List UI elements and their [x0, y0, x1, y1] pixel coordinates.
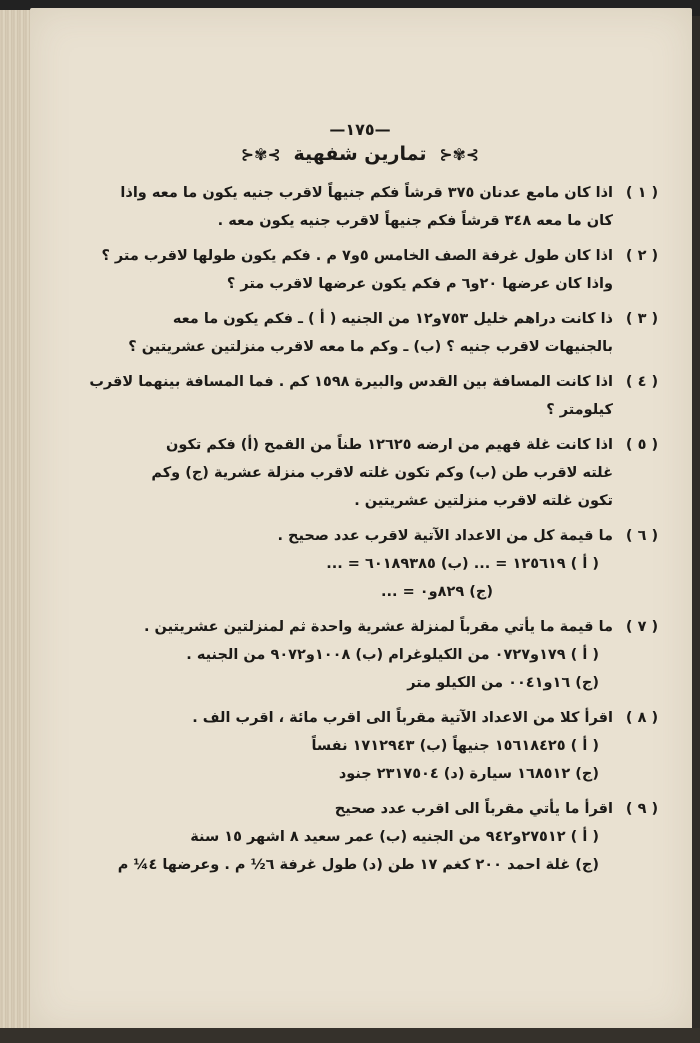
- exercise-number: ( ٥ ): [625, 437, 659, 453]
- exercise-number: ( ٨ ): [625, 710, 659, 726]
- exercise-9: [55, 795, 665, 879]
- exercise-subitem: ( أ ) ١٧٩و٠٧٢٧ من الكيلوغرام (ب) ١٠٠٨و٩٠٧٢ من الجنيه .: [186, 647, 599, 663]
- exercise-line: ما قيمة ما يأتي مقرباً لمنزلة عشرية واحدة ثم لمنزلتين عشريتين .: [143, 619, 613, 635]
- exercise-subitem: ( أ ) ٢٧٥١٢و٩٤٢ من الجنيه (ب) عمر سعيد ٨ اشهر ١٥ سنة: [190, 829, 599, 845]
- exercise-subitem: (ج) ١٦و٠٠٤١ من الكيلو متر: [407, 675, 599, 691]
- exercise-line: تكون غلته لاقرب منزلتين عشريتين .: [354, 493, 613, 509]
- heading-title: تمارين شفهية: [293, 143, 427, 165]
- exercise-line: اذا كانت المسافة بين القدس والبيرة ١٥٩٨ كم . فما المسافة بينهما لاقرب: [89, 374, 613, 390]
- page-content: [55, 108, 665, 988]
- exercise-line: كان ما معه ٣٤٨ قرشاً فكم جنيهاً لاقرب جنيه يكون معه .: [217, 213, 613, 229]
- exercise-line: اذا كانت غلة فهيم من ارضه ١٢٦٢٥ طناً من القمح (أ) فكم تكون: [166, 437, 613, 453]
- exercise-line: ما قيمة كل من الاعداد الآتية لاقرب عدد صحيح .: [277, 528, 613, 544]
- exercise-line: كيلومتر ؟: [546, 402, 613, 418]
- exercise-line: غلته لاقرب طن (ب) وكم تكون غلته لاقرب منزلة عشرية (ج) وكم: [151, 465, 613, 481]
- exercise-5: [55, 431, 665, 515]
- exercise-line: ذا كانت دراهم خليل ٧٥٣و١٢ من الجنيه ( أ ) ـ فكم يكون ما معه: [172, 311, 613, 327]
- exercise-line: اذا كان طول غرفة الصف الخامس ٥و٧ م . فكم يكون طولها لاقرب متر ؟: [101, 248, 613, 264]
- section-heading: [55, 143, 665, 165]
- exercise-line: واذا كان عرضها ٢٠و٦ م فكم يكون عرضها لاقرب متر ؟: [226, 276, 613, 292]
- exercise-number: ( ٦ ): [625, 528, 659, 544]
- exercise-6: [55, 522, 665, 606]
- ornament-icon: ⊱✾⊰: [240, 145, 281, 164]
- exercise-subitem: ( أ ) ١٥٦١٨٤٢٥ جنيهاً (ب) ١٧١٢٩٤٣ نفساً: [311, 738, 599, 754]
- exercise-subitem: (ج) ٨٢٩و٠ = ...: [381, 584, 493, 600]
- ornament-icon: ⊱✾⊰: [439, 145, 480, 164]
- exercise-line: اقرأ ما يأتي مقرباً الى اقرب عدد صحيح: [334, 801, 613, 817]
- exercise-number: ( ٤ ): [625, 374, 659, 390]
- exercise-number: ( ١ ): [625, 185, 659, 201]
- exercise-line: اقرأ كلا من الاعداد الآتية مقرباً الى اقرب مائة ، اقرب الف .: [192, 710, 613, 726]
- exercise-3: [55, 305, 665, 361]
- exercise-number: ( ٣ ): [625, 311, 659, 327]
- exercise-number: ( ٩ ): [625, 801, 659, 817]
- exercise-subitem: ( أ ) ١٢٥٦١٩ = ... (ب) ٦٠١٨٩٣٨٥ = ...: [326, 556, 599, 572]
- exercise-number: ( ٢ ): [625, 248, 659, 264]
- exercise-2: [55, 242, 665, 298]
- exercise-subitem: (ج) ١٦٨٥١٢ سيارة (د) ٢٣١٧٥٠٤ جنود: [338, 766, 599, 782]
- exercise-line: اذا كان مامع عدنان ٣٧٥ قرشاً فكم جنيهاً لاقرب جنيه يكون ما معه واذا: [120, 185, 613, 201]
- exercise-4: [55, 368, 665, 424]
- exercise-7: [55, 613, 665, 697]
- scan-bottom-border: [0, 1028, 700, 1043]
- exercise-number: ( ٧ ): [625, 619, 659, 635]
- exercise-8: [55, 704, 665, 788]
- exercise-subitem: (ج) غلة احمد ٢٠٠ كغم ١٧ طن (د) طول غرفة ٦½ م . وعرضها ٤¼ م: [117, 857, 599, 873]
- exercise-1: [55, 179, 665, 235]
- exercise-line: بالجنيهات لاقرب جنيه ؟ (ب) ـ وكم ما معه لاقرب منزلتين عشريتين ؟: [128, 339, 613, 355]
- page-number: —١٧٥—: [329, 120, 391, 139]
